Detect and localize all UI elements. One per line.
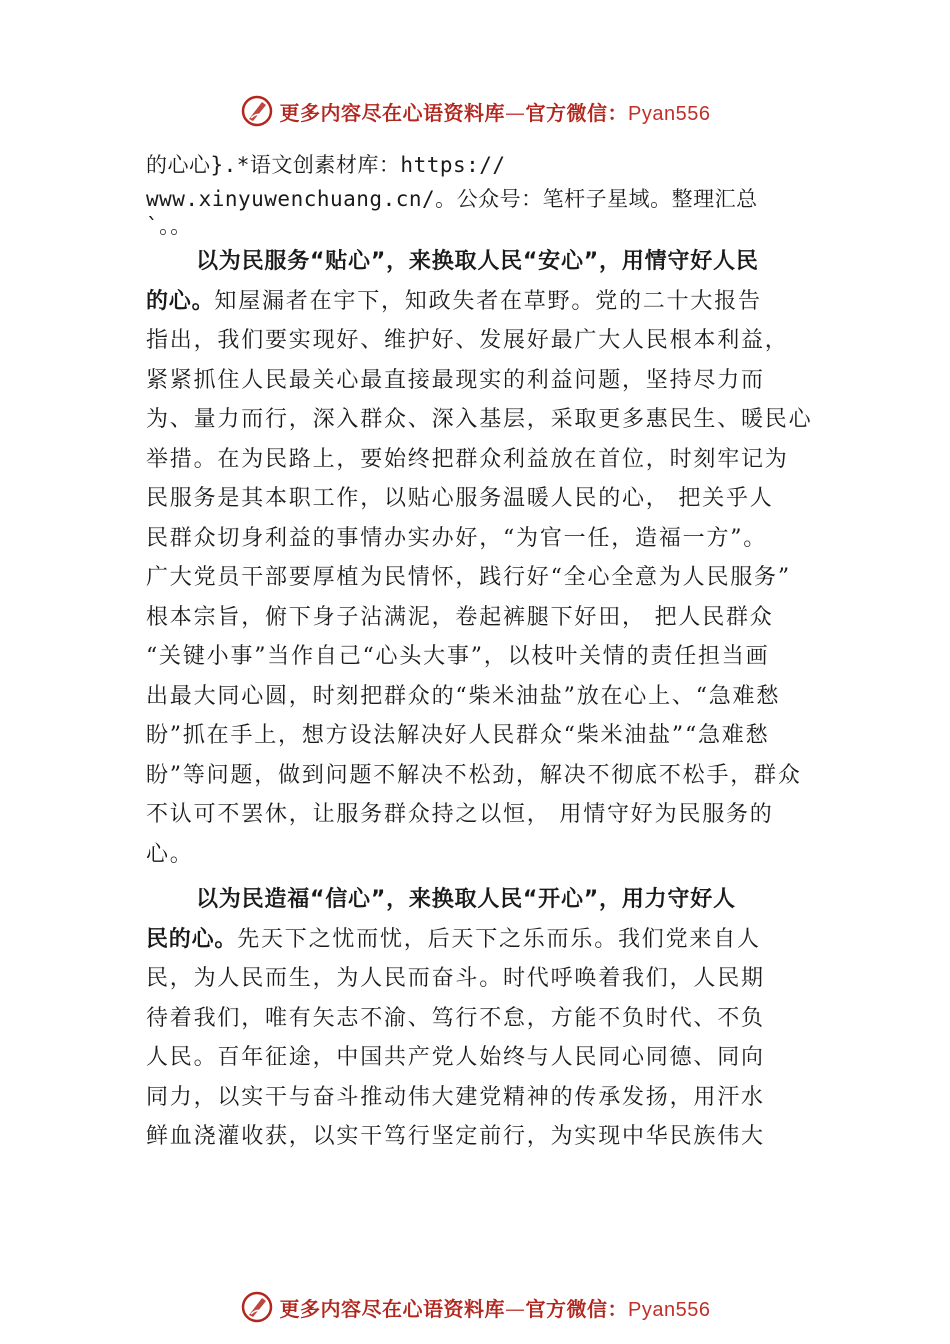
- section-1-line: 心。: [146, 841, 194, 867]
- section-2-line: [146, 920, 826, 960]
- section-2-line: 人民。百年征途，中国共产党人始终与人民同心同德、同向: [146, 1045, 765, 1070]
- section-1-line: 为、量力而行，深入群众、深入基层，采取更多惠民生、暖民心: [146, 407, 813, 432]
- section-2: [146, 880, 826, 1157]
- section-1-line: 出最大同心圆，时刻把群众的“柴米油盐”放在心上、“急难愁: [146, 683, 781, 709]
- section-1-line: 广大党员干部要厚植为民情怀，践行好“全心全意为人民服务”: [146, 565, 791, 590]
- banner-title: 更多内容尽在心语资料库: [279, 1296, 506, 1321]
- preface-line: 的心心}.*语文创素材库：https://: [146, 153, 506, 177]
- section-2-line: 民，为人民而生，为人民而奋斗。时代呼唤着我们，人民期: [146, 966, 765, 991]
- banner-dash: —: [505, 100, 526, 125]
- section-1-line: 民群众切身利益的事情办实办好，“为官一任，造福一方”。: [146, 525, 768, 551]
- preface-line: `。。: [146, 216, 192, 238]
- section-1-heading: 以为民服务“贴心”，来换取人民“安心”，用情守好人民: [196, 249, 759, 274]
- logo-icon: [240, 94, 274, 128]
- section-2-text: 先天下之忧而忧，后天下之乐而乐。我们党来自人: [237, 926, 761, 952]
- footer-banner: [0, 1290, 950, 1324]
- preface-line: www.xinyuwenchuang.cn/。公众号：笔杆子星域。整理汇总: [146, 187, 758, 211]
- section-1-line: 民服务是其本职工作，以贴心服务温暖人民的心， 把关乎人: [146, 486, 774, 511]
- banner-wechat-id: Pyan556: [628, 1298, 711, 1321]
- section-1-line: 不认可不罢休，让服务群众持之以恒， 用情守好为民服务的: [146, 802, 774, 827]
- section-1-line: “关键小事”当作自己“心头大事”，以枝叶关情的责任担当画: [146, 644, 770, 669]
- section-1-line: 举措。在为民路上，要始终把群众利益放在首位，时刻牢记为: [146, 446, 789, 472]
- section-1-line: 盼”抓在手上，想方设法解决好人民群众“柴米油盐”“急难愁: [146, 723, 770, 748]
- section-1-line: [146, 282, 826, 322]
- section-1-heading-end: 的心。: [146, 288, 215, 314]
- section-1-line: 盼”等问题，做到问题不解决不松劲，解决不彻底不松手，群众: [146, 762, 802, 788]
- section-2-line: 鲜血浇灌收获，以实干笃行坚定前行，为实现中华民族伟大: [146, 1124, 765, 1149]
- banner-title: 更多内容尽在心语资料库: [279, 100, 506, 125]
- section-1: [146, 242, 826, 874]
- section-2-heading-end: 民的心。: [146, 926, 238, 952]
- section-1-line: 紧紧抓住人民最关心最直接最现实的利益问题，坚持尽力而: [146, 367, 765, 393]
- banner-label: 官方微信：: [525, 1296, 629, 1321]
- banner-text: [280, 97, 711, 126]
- banner-text: [280, 1293, 711, 1322]
- preface-block: [146, 148, 826, 242]
- section-2-line: 待着我们，唯有矢志不渝、笃行不怠，方能不负时代、不负: [146, 1005, 765, 1031]
- header-banner: [0, 94, 950, 128]
- banner-dash: —: [505, 1296, 526, 1321]
- banner-wechat-id: Pyan556: [628, 102, 711, 125]
- section-2-heading: 以为民造福“信心”，来换取人民“开心”，用力守好人: [196, 887, 736, 912]
- banner-label: 官方微信：: [525, 100, 629, 125]
- section-1-text: 知屋漏者在宇下，知政失者在草野。党的二十大报告: [214, 288, 762, 314]
- logo-icon: [240, 1290, 274, 1324]
- section-2-line: 同力，以实干与奋斗推动伟大建党精神的传承发扬，用汗水: [146, 1084, 765, 1110]
- section-1-line: 指出，我们要实现好、维护好、发展好最广大人民根本利益，: [146, 328, 789, 353]
- section-1-line: 根本宗旨，俯下身子沾满泥，卷起裤腿下好田， 把人民群众: [146, 604, 774, 630]
- document-body: [146, 148, 826, 1157]
